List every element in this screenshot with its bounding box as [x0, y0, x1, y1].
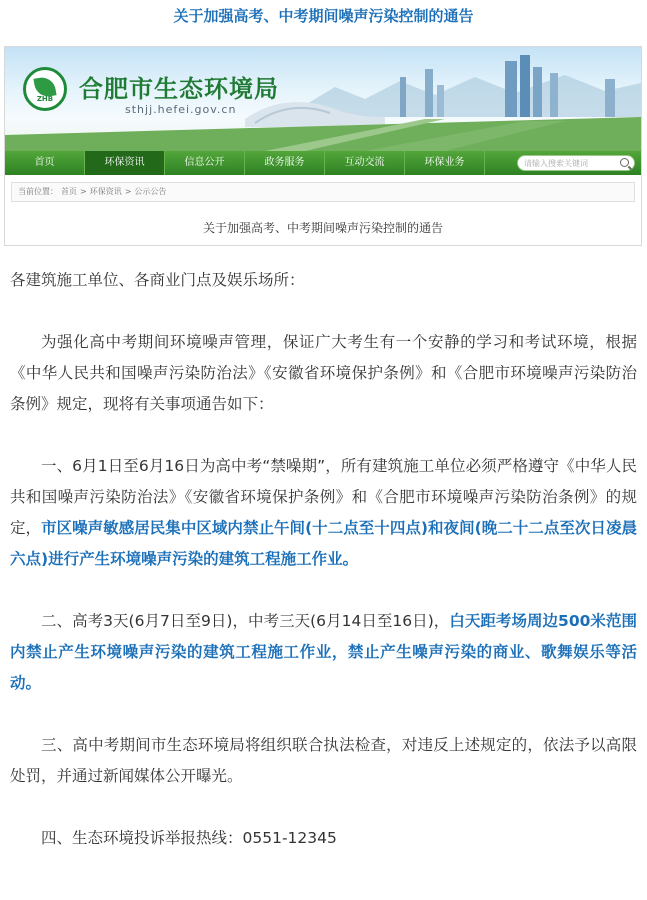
item-1-paragraph: [10, 451, 637, 575]
item-1-highlight: 市区噪声敏感居民集中区域内禁止午间(十二点至十四点)和夜间(晚二十二点至次日凌晨六点)进行产生环境噪声污染的建筑工程施工作业。: [10, 519, 637, 568]
site-name: 合肥市生态环境局: [79, 74, 279, 103]
nav-item-home[interactable]: 首页: [5, 151, 85, 175]
breadcrumb-label: 当前位置：: [18, 187, 58, 196]
nav-item-business[interactable]: 环保业务: [405, 151, 485, 175]
nav-item-disclosure[interactable]: 信息公开: [165, 151, 245, 175]
nav-item-news[interactable]: 环保资讯: [85, 151, 165, 175]
website-screenshot: [4, 46, 642, 246]
item-3-paragraph: 三、高中考期间市生态环境局将组织联合执法检查，对违反上述规定的，依法予以高限处罚，并通过新闻媒体公开曝光。: [10, 736, 637, 785]
article-title: 关于加强高考、中考期间噪声污染控制的通告: [202, 221, 443, 235]
site-banner: [5, 47, 641, 151]
search-icon[interactable]: [620, 158, 629, 167]
nav-item-interaction[interactable]: 互动交流: [325, 151, 405, 175]
nav-item-services[interactable]: 政务服务: [245, 151, 325, 175]
breadcrumb-item-notices[interactable]: 公示公告: [134, 187, 167, 196]
logo-seal: [23, 67, 67, 111]
breadcrumb-item-home[interactable]: 首页: [61, 187, 77, 196]
intro-paragraph: 为强化高中考期间环境噪声管理，保证广大考生有一个安静的学习和考试环境，根据《中华人民共和国噪声污染防治法》《安徽省环境保护条例》和《合肥市环境噪声污染防治条例》规定，现将有关事项通告如下：: [10, 333, 637, 413]
greeting: 各建筑施工单位、各商业门点及娱乐场所：: [10, 271, 305, 289]
page-title: 关于加强高考、中考期间噪声污染控制的通告: [173, 7, 474, 25]
item-2-text: 二、高考3天(6月7日至9日)，中考三天(6月14日至16日)，: [41, 612, 450, 630]
article-body: [10, 265, 637, 885]
breadcrumb-separator: >: [124, 187, 132, 196]
breadcrumb: [11, 182, 635, 202]
site-domain: sthjj.hefei.gov.cn: [125, 103, 237, 116]
logo-seal-text: ZHB: [36, 95, 54, 103]
breadcrumb-item-news[interactable]: 环保资讯: [89, 187, 122, 196]
search-box: [517, 155, 635, 171]
breadcrumb-separator: >: [80, 187, 87, 196]
item-1-text: 一、6月1日至6月16日为高中考“禁噪期”，所有建筑施工单位必须严格遵守《中华人民共和国噪声污染防治法》《安徽省环境保护条例》和《合肥市环境噪声污染防治条例》的规定，: [10, 457, 637, 537]
item-2-paragraph: [10, 606, 637, 699]
item-4-paragraph: 四、生态环境投诉举报热线：0551-12345: [41, 829, 337, 847]
search-input[interactable]: [524, 156, 620, 170]
main-nav: [5, 151, 641, 175]
item-2-highlight: 白天距考场周边500米范围内禁止产生环境噪声污染的建筑工程施工作业，禁止产生噪声污染的商业、歌舞娱乐等活动。: [10, 612, 637, 692]
